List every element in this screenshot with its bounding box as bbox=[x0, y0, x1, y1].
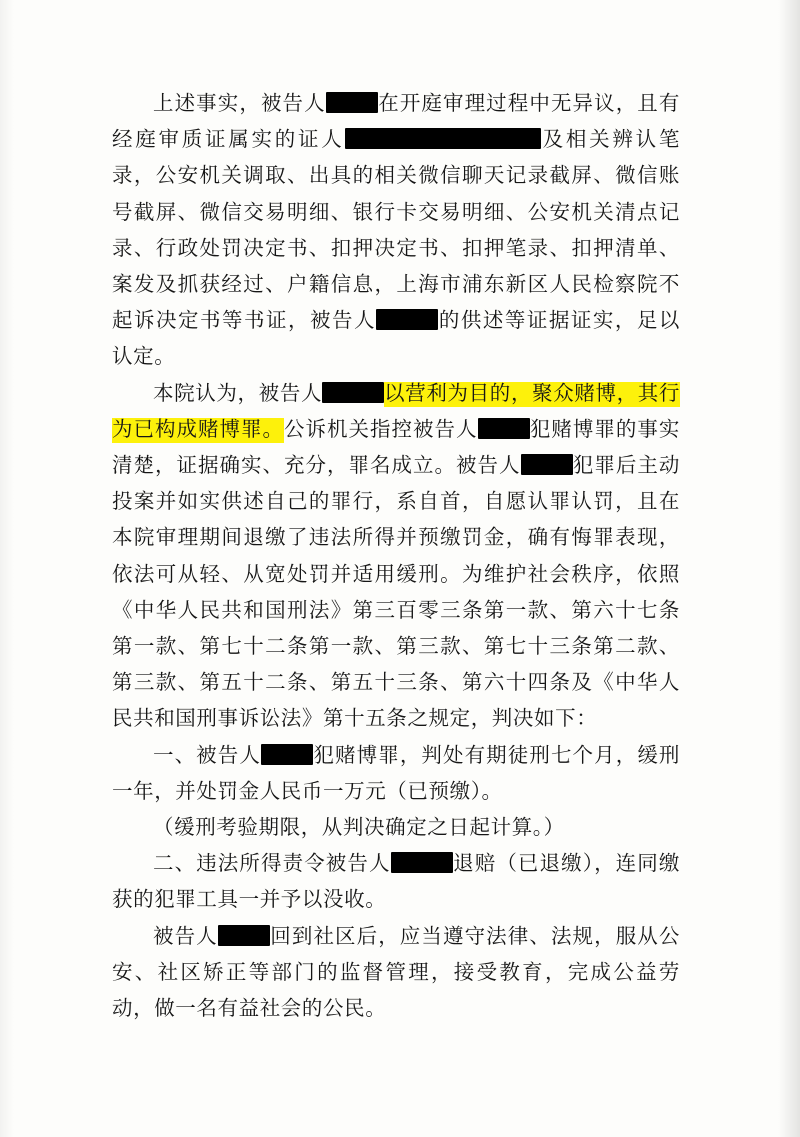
text-run: 回到社区后，应当遵守法律、法规，服从公安、社区矫正等部门的监督管理，接受教育，完成公益劳动，做一名有益社会的公民。 bbox=[112, 925, 680, 1021]
redaction-bar bbox=[478, 418, 530, 439]
text-run: 被告人 bbox=[153, 925, 218, 948]
paragraph-community-duties bbox=[112, 919, 680, 1028]
redaction-bar bbox=[261, 744, 313, 765]
redaction-bar bbox=[391, 852, 453, 873]
redaction-bar bbox=[326, 92, 378, 113]
highlighted-finding: 以营利为目的，聚众赌博，其行为已构成赌博罪。 bbox=[112, 382, 680, 441]
text-run: 二、违法所得责令被告人 bbox=[153, 853, 391, 876]
redaction-bar bbox=[345, 128, 541, 149]
text-run: 犯赌博罪的事实清楚，证据确实、充分，罪名成立。被告人 bbox=[112, 418, 680, 478]
text-run: （缓刑考验期限，从判决确定之日起计算。） bbox=[153, 817, 565, 840]
text-run: 上述事实，被告人 bbox=[153, 93, 326, 115]
text-run: 的供述等证据证实，足以认定。 bbox=[112, 310, 680, 369]
redaction-bar bbox=[376, 309, 438, 330]
text-run: 公诉机关指控被告人 bbox=[284, 418, 478, 441]
text-run: 犯赌博罪，判处有期徒刑七个月，缓刑一年，并处罚金人民币一万元（已预缴）。 bbox=[112, 744, 681, 803]
paragraph-facts bbox=[112, 86, 680, 376]
redaction-bar bbox=[218, 925, 270, 946]
paragraph-court-opinion bbox=[112, 376, 680, 738]
text-run: 一、被告人 bbox=[153, 744, 261, 767]
redaction-bar bbox=[322, 382, 384, 403]
paragraph-ruling-one bbox=[112, 738, 680, 810]
text-run: 退赔（已退缴），连同缴获的犯罪工具一并予以没收。 bbox=[112, 853, 680, 912]
text-run: 本院认为，被告人 bbox=[153, 382, 323, 405]
paragraph-probation-note bbox=[112, 810, 680, 846]
text-run: 在开庭审理过程中无异议，且有经庭审质证属实的证人 bbox=[112, 93, 680, 152]
text-run: 及相关辨认笔录，公安机关调取、出具的相关微信聊天记录截屏、微信账号截屏、微信交易明细、银行卡交易明细、公安机关清点记录、行政处罚决定书、扣押决定书、扣押笔录、扣押清单、案发及抓获经过、户籍信息，上海市浦东新区人民检察院不起诉决定书等书证，被告人 bbox=[112, 129, 680, 333]
document-text-body bbox=[112, 86, 680, 1027]
paragraph-ruling-two bbox=[112, 846, 680, 918]
redaction-bar bbox=[521, 454, 573, 475]
text-run: 犯罪后主动投案并如实供述自己的罪行，系自首，自愿认罪认罚，且在本院审理期间退缴了违法所得并预缴罚金，确有悔罪表现，依法可从轻、从宽处罚并适用缓刑。为维护社会秩序，依照《中华人民共和国刑法》第三百零三条第一款、第六十七条第一款、第七十二条第一款、第三款、第七十三条第二款、第三款、第五十二条、第五十三条、第六十四条及《中华人民共和国刑事诉讼法》第十五条之规定，判决如下： bbox=[112, 455, 680, 731]
